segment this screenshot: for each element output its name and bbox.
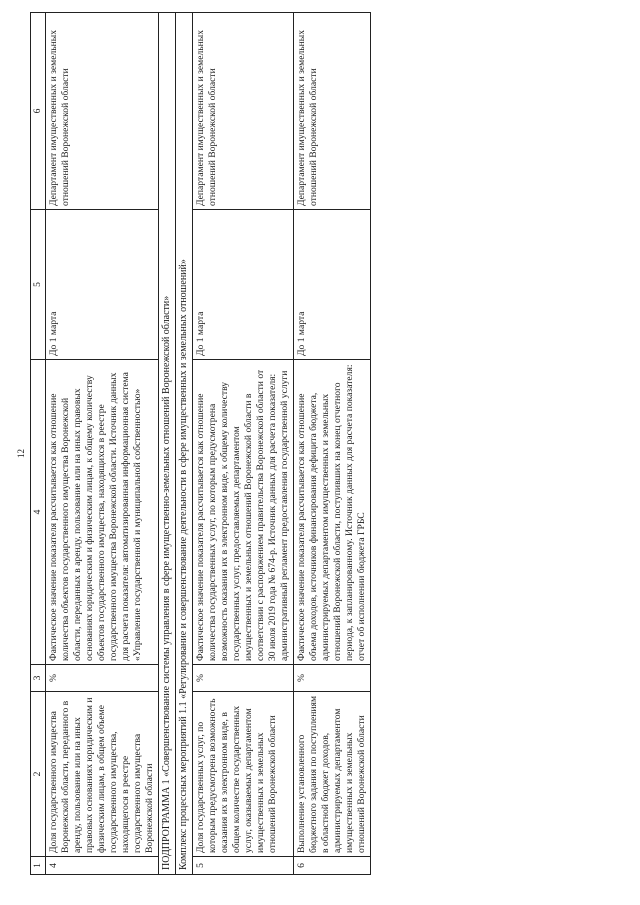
responsible-department: Департамент имущественных и земельных отношений Воронежской области xyxy=(193,13,294,210)
complex-row xyxy=(176,13,193,875)
table-row xyxy=(193,13,294,875)
deadline: До 1 марта xyxy=(193,210,294,360)
calculation-method: Фактическое значение показателя рассчитывается как отношение количества объектов государственного имущества Воронежской области, переданных в аренду, пользование или на иных правовых основаниях юридическим и физическим лицам, к общему количеству объектов государственного имущества, находящихся в реестре государственного имущества Воронежской области. Источник данных для расчета показателя: автоматизированная информационная система «Управление государственной и муниципальной собственностью» xyxy=(46,360,159,665)
unit: % xyxy=(46,665,159,692)
deadline: До 1 марта xyxy=(294,210,371,360)
table-row xyxy=(294,13,371,875)
responsible-department: Департамент имущественных и земельных отношений Воронежской области xyxy=(294,13,371,210)
unit: % xyxy=(193,665,294,692)
calculation-method: Фактическое значение показателя рассчитывается как отношение объема доходов, источников финансирования дефицита бюджета, администрируемых департаментом имущественных и земельных отношений Воронежской области, поступивших на конец отчетного периода, к запланированному. Источник данных для расчета показателя: отчет об исполнении бюджета ГРБС xyxy=(294,360,371,665)
header-cell: 5 xyxy=(31,210,46,360)
table-row xyxy=(46,13,159,875)
page-number: 12 xyxy=(16,449,26,458)
deadline: До 1 марта xyxy=(46,210,159,360)
row-number: 6 xyxy=(294,857,371,875)
header-cell: 3 xyxy=(31,665,46,692)
header-cell: 4 xyxy=(31,360,46,665)
responsible-department: Департамент имущественных и земельных отношений Воронежской области xyxy=(46,13,159,210)
header-cell: 1 xyxy=(31,857,46,875)
header-row xyxy=(31,13,46,875)
header-cell: 2 xyxy=(31,692,46,857)
calculation-method: Фактическое значение показателя рассчитывается как отношение количества государственных услуг, по которым предусмотрена возможность оказания их в электронном виде, к общему количеству государственных услуг, предоставляемых департаментом имущественных и земельных отношений Воронежской области в соответствии с распоряжением правительства Воронежской области от 30 июля 2019 года № 674-р. Источник данных для расчета показателя: административный регламент предоставления государственной услуги xyxy=(193,360,294,665)
complex-title: Комплекс процессных мероприятий 1.1 «Регулирование и совершенствование деятельности в сфере имущественных и земельных отношений» xyxy=(176,13,193,875)
indicator-name: Доля государственных услуг, по которым предусмотрена возможность оказания их в электронном виде, в общем количестве государственных услуг, оказываемых департаментом имущественных и земельных отношений Воронежской области xyxy=(193,692,294,857)
subprogram-row xyxy=(159,13,176,875)
row-number: 4 xyxy=(46,857,159,875)
indicator-name: Доля государственного имущества Воронежской области, переданного в аренду, пользование или на иных правовых основаниях юридическим и физическим лицам, в общем объеме государственного имущества, находящегося в реестре государственного имущества Воронежской области xyxy=(46,692,159,857)
header-cell: 6 xyxy=(31,13,46,210)
unit: % xyxy=(294,665,371,692)
indicator-name: Выполнение установленного бюджетного задания по поступлениям в областной бюджет доходов, администрируемых департаментом имущественных и земельных отношений Воронежской области xyxy=(294,692,371,857)
row-number: 5 xyxy=(193,857,294,875)
subprogram-title: ПОДПРОГРАММА 1 «Совершенствование системы управления в сфере имущественно-земельных отношений Воронежской области» xyxy=(159,13,176,875)
indicators-table xyxy=(30,12,371,875)
